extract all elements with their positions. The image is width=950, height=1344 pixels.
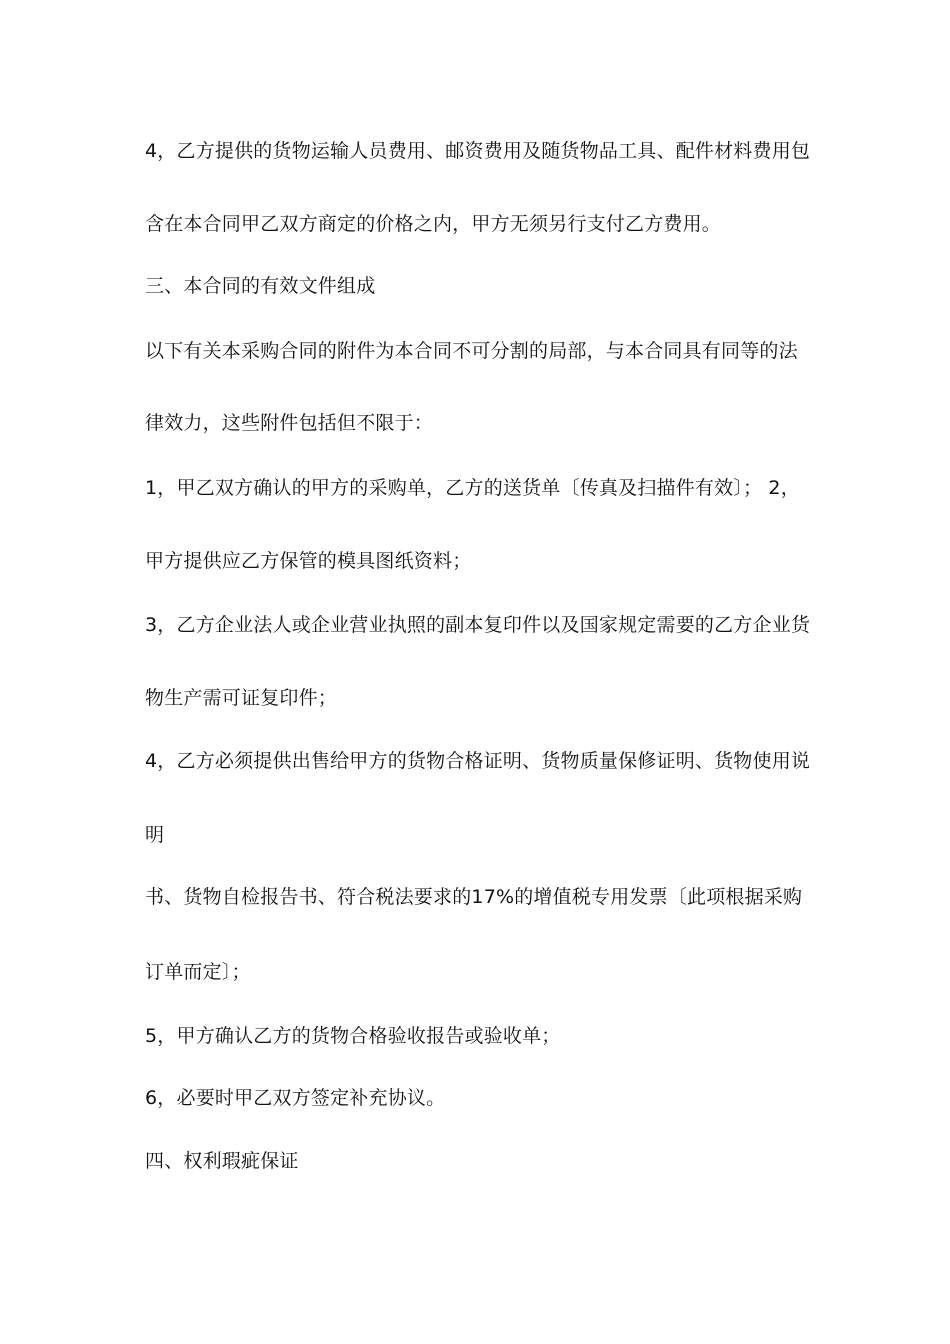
contract-line-item-2-continued: 甲方提供应乙方保管的模具图纸资料； [145, 550, 472, 572]
contract-line-annex-intro: 以下有关本采购合同的附件为本合同不可分割的局部，与本合同具有同等的法 [145, 340, 798, 362]
contract-line-item-4-docs: 4，乙方必须提供出售给甲方的货物合格证明、货物质量保修证明、货物使用说 [145, 750, 811, 772]
contract-line-item-4-continued: 明 [145, 824, 165, 846]
contract-line-item-6: 6，必要时甲乙双方签定补充协议。 [145, 1087, 446, 1109]
contract-line-item-4-fees: 4，乙方提供的货物运输人员费用、邮资费用及随货物品工具、配件材料费用包 [145, 140, 811, 162]
contract-line-item-3: 3，乙方企业法人或企业营业执照的副本复印件以及国家规定需要的乙方企业货 [145, 614, 811, 636]
contract-line-item-3-continued: 物生产需可证复印件； [145, 687, 338, 709]
contract-line-fees-continued: 含在本合同甲乙双方商定的价格之内，甲方无须另行支付乙方费用。 [145, 213, 722, 235]
section-heading-4: 四、权利瑕疵保证 [145, 1150, 299, 1172]
contract-line-item-1-2: 1，甲乙双方确认的甲方的采购单，乙方的送货单〔传真及扫描件有效〕； 2， [145, 477, 800, 499]
contract-line-item-5: 5，甲方确认乙方的货物合格验收报告或验收单； [145, 1025, 561, 1047]
section-heading-3: 三、本合同的有效文件组成 [145, 275, 376, 297]
contract-line-annex-intro-continued: 律效力，这些附件包括但不限于： [145, 412, 434, 434]
contract-line-item-4-invoice: 书、货物自检报告书、符合税法要求的17%的增值税专用发票〔此项根据采购 [145, 886, 803, 908]
contract-line-item-4-invoice-continued: 订单而定〕； [145, 961, 251, 983]
